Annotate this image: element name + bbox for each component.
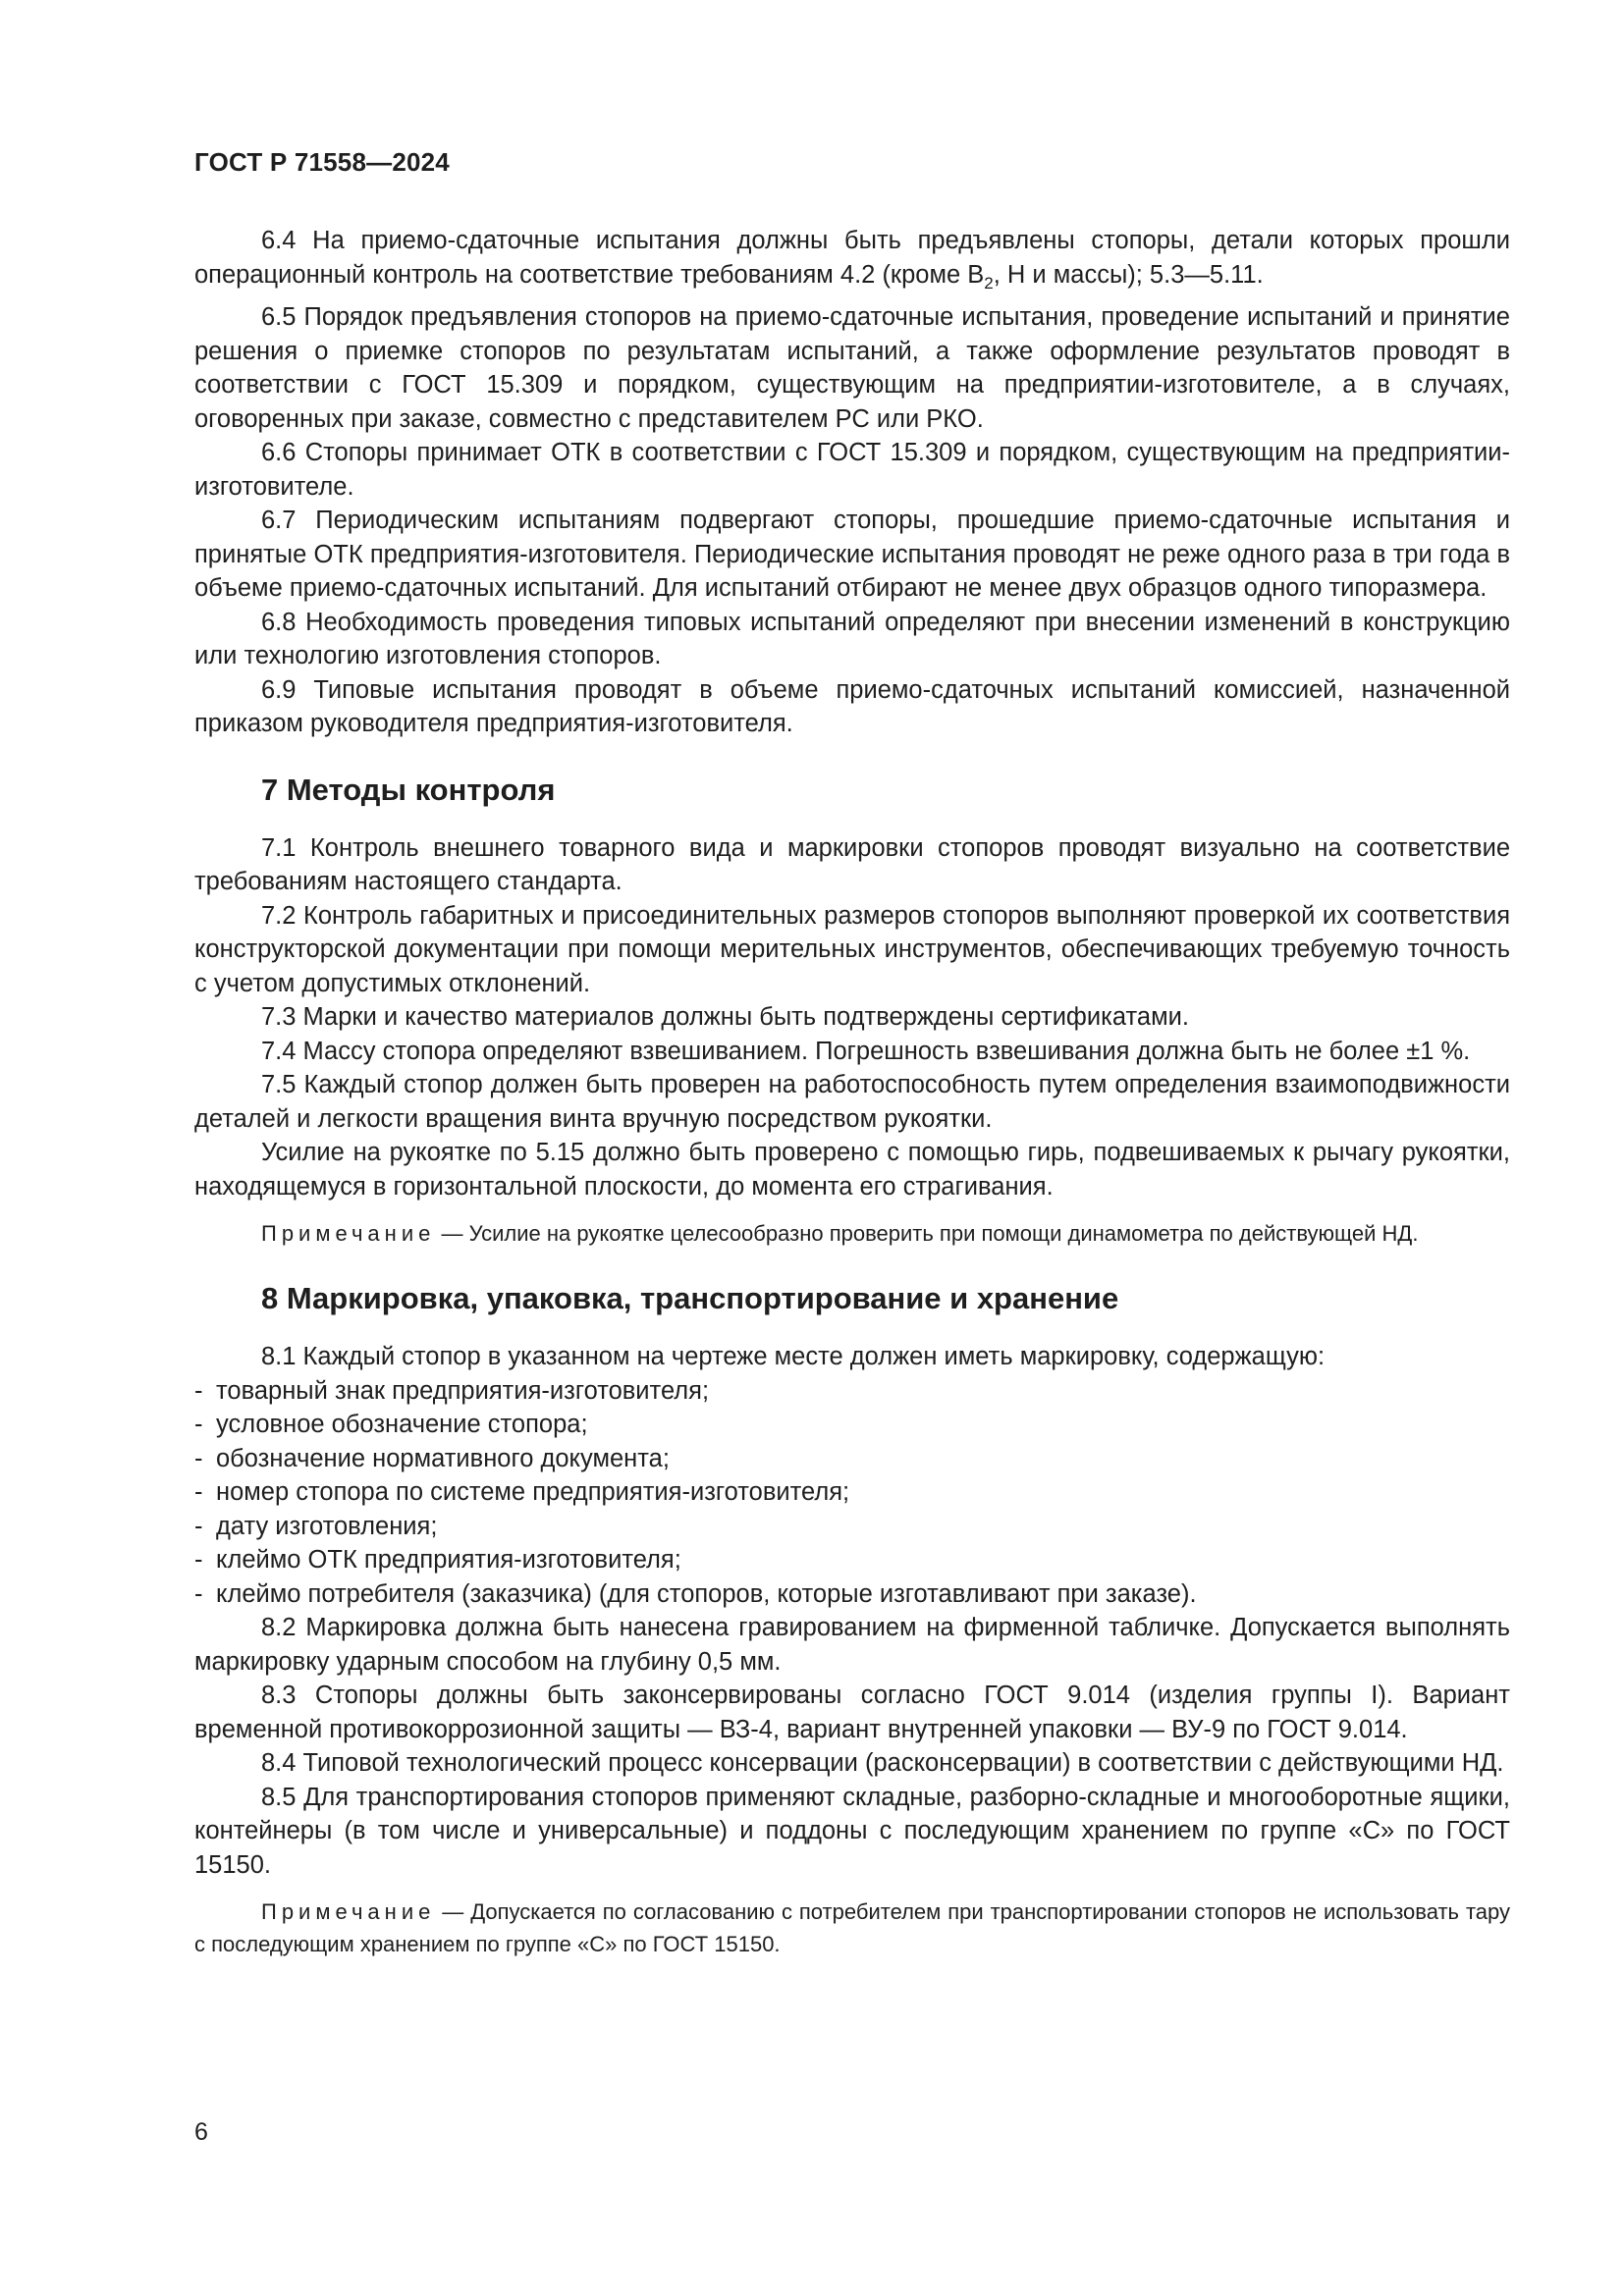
list-item-text: клеймо потребителя (заказчика) (для стопоров, которые изготавливают при заказе).	[216, 1579, 1197, 1608]
list-item: - клеймо ОТК предприятия-изготовителя;	[194, 1546, 681, 1575]
paragraph-6-6: 6.6 Стопоры принимает ОТК в соответствии с ГОСТ 15.309 и порядком, существующим на предприятии-изготовителе.	[194, 439, 1510, 501]
list-item: - обозначение нормативного документа;	[194, 1444, 670, 1472]
paragraph-8-5: 8.5 Для транспортирования стопоров применяют складные, разборно-складные и многооборотные ящики, контейнеры (в том числе и универсальные) и поддоны с последующим хранением по группе «С» по ГОСТ 15150.	[194, 1783, 1510, 1879]
list-item-text: обозначение нормативного документа;	[216, 1444, 670, 1472]
paragraph-8-3: 8.3 Стопоры должны быть законсервированы согласно ГОСТ 9.014 (изделия группы I). Вариант временной противокоррозионной защиты — ВЗ-4, вариант внутренней упаковки — ВУ-9 по ГОСТ 9.014.	[194, 1682, 1510, 1743]
p64-subscript: 2	[984, 273, 994, 293]
list-item-text: дату изготовления;	[216, 1512, 438, 1540]
paragraph-6-4	[194, 224, 1510, 300]
paragraph-7-5: 7.5 Каждый стопор должен быть проверен на работоспособность путем определения взаимоподвижности деталей и легкости вращения винта вручную посредством рукоятки.	[194, 1071, 1510, 1133]
list-item: - дату изготовления;	[194, 1512, 438, 1540]
note-label: Примечание	[261, 1221, 436, 1247]
paragraph-7-2: 7.2 Контроль габаритных и присоединительных размеров стопоров выполняют проверкой их соответствия конструкторской документации при помощи мерительных инструментов, обеспечивающих требуемую точность с учетом допустимых отклонений.	[194, 901, 1510, 997]
note-section-7	[194, 1217, 1510, 1250]
paragraph-8-1: 8.1 Каждый стопор в указанном на чертеже месте должен иметь маркировку, содержащую:	[261, 1343, 1326, 1371]
paragraph-7-3: 7.3 Марки и качество материалов должны быть подтверждены сертификатами.	[261, 1003, 1189, 1032]
list-item: - номер стопора по системе предприятия-изготовителя;	[194, 1478, 850, 1507]
list-item: - клеймо потребителя (заказчика) (для стопоров, которые изготавливают при заказе).	[194, 1579, 1197, 1608]
list-item: - условное обозначение стопора;	[194, 1411, 588, 1439]
marking-list	[194, 1374, 1510, 1612]
paragraph-6-8: 6.8 Необходимость проведения типовых испытаний определяют при внесении изменений в конструкцию или технологию изготовления стопоров.	[194, 608, 1510, 670]
list-item-text: условное обозначение стопора;	[216, 1411, 588, 1439]
note-label: Примечание	[261, 1899, 436, 1925]
list-item-text: номер стопора по системе предприятия-изготовителя;	[216, 1478, 850, 1507]
note-section-8	[194, 1896, 1510, 1960]
paragraph-7-1: 7.1 Контроль внешнего товарного вида и маркировки стопоров проводят визуально на соответствие требованиям настоящего стандарта.	[194, 833, 1510, 896]
paragraph-8-4: 8.4 Типовой технологический процесс консервации (расконсервации) в соответствии с действующими НД.	[261, 1749, 1504, 1778]
paragraph-6-9: 6.9 Типовые испытания проводят в объеме приемо-сдаточных испытаний комиссией, назначенной приказом руководителя предприятия-изготовителя.	[194, 675, 1510, 738]
doc-header: ГОСТ Р 71558—2024	[194, 147, 450, 177]
note-text: — Усилие на рукоятке целесообразно проверить при помощи динамометра по действующей НД.	[435, 1221, 1419, 1247]
list-item: - товарный знак предприятия-изготовителя;	[194, 1376, 710, 1405]
section-8-title: 8 Маркировка, упаковка, транспортирование и хранение	[261, 1281, 1119, 1316]
page-number: 6	[194, 2118, 208, 2146]
note-text: — Допускается по согласованию с потребителем при транспортировании стопоров не использовать тару с последующим хранением по группе «С» по ГОСТ 15150.	[194, 1899, 1510, 1957]
paragraph-6-5: 6.5 Порядок предъявления стопоров на приемо-сдаточные испытания, проведение испытаний и принятие решения о приемке стопоров по результатам испытаний, а также оформление результатов проводят в соответствии с ГОСТ 15.309 и порядком, существующим на предприятии-изготовителе, а в случаях, оговоренных при заказе, совместно с представителем РС или РКО.	[194, 303, 1510, 433]
p64-text-after: , H и массы); 5.3—5.11.	[993, 260, 1264, 289]
paragraph-7-4: 7.4 Массу стопора определяют взвешиванием. Погрешность взвешивания должна быть не более ±1 %.	[261, 1037, 1471, 1065]
p64-text-before: 6.4 На приемо-сдаточные испытания должны быть предъявлены стопоры, детали которых прошли операционный контроль на соответствие требованиям 4.2 (кроме B	[194, 227, 1510, 289]
paragraph-8-2: 8.2 Маркировка должна быть нанесена гравированием на фирменной табличке. Допускается выполнять маркировку ударным способом на глубину 0,5 мм.	[194, 1614, 1510, 1676]
list-item-text: товарный знак предприятия-изготовителя;	[216, 1376, 710, 1405]
list-item-text: клеймо ОТК предприятия-изготовителя;	[216, 1546, 681, 1575]
section-7-title: 7 Методы контроля	[261, 772, 556, 807]
page-content	[194, 224, 1510, 1960]
paragraph-7-5-cont: Усилие на рукоятке по 5.15 должно быть проверено с помощью гирь, подвешиваемых к рычагу рукоятки, находящемуся в горизонтальной плоскости, до момента его страгивания.	[194, 1139, 1510, 1201]
paragraph-6-7: 6.7 Периодическим испытаниям подвергают стопоры, прошедшие приемо-сдаточные испытания и принятые ОТК предприятия-изготовителя. Периодические испытания проводят не реже одного раза в три года в объеме приемо-сдаточных испытаний. Для испытаний отбирают не менее двух образцов одного типоразмера.	[194, 507, 1510, 603]
